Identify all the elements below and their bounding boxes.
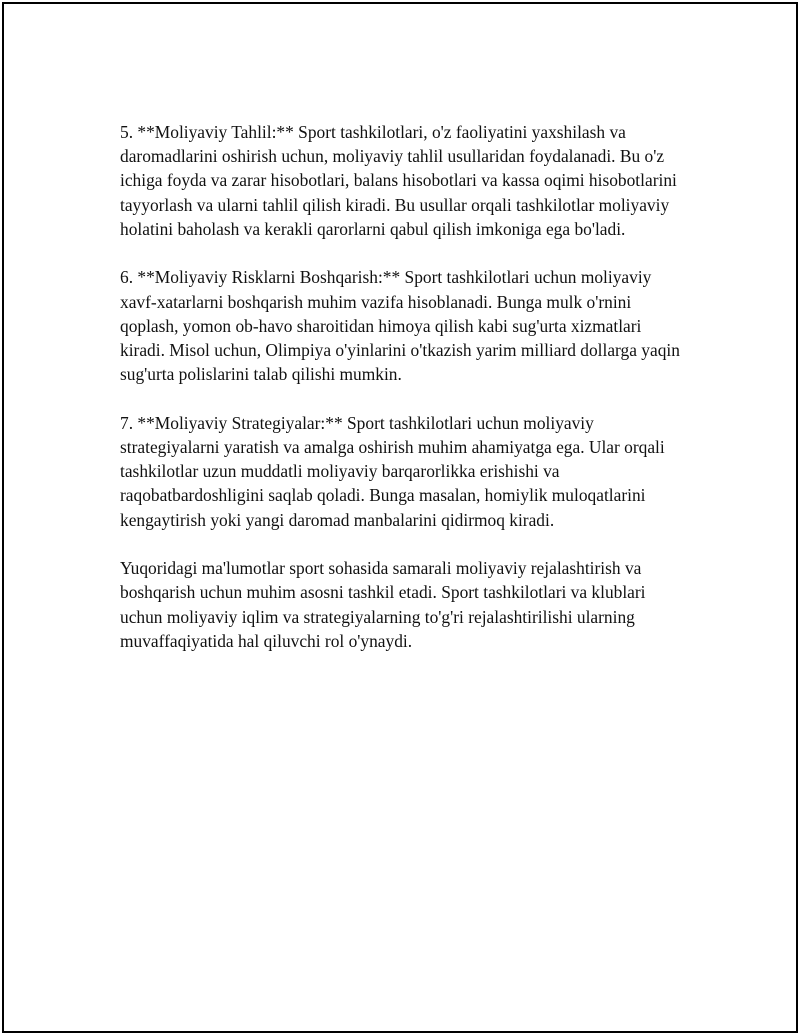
paragraph-risk-management: 6. **Moliyaviy Risklarni Boshqarish:** Sport tashkilotlari uchun moliyaviy xavf-xatarlarni boshqarish muhim vazifa hisoblanadi. Bunga mulk o'rnini qoplash, yomon ob-havo sharoitidan himoya qilish kabi sug'urta xizmatlari kiradi. Misol uchun, Olimpiya o'yinlarini o'tkazish yarim milliard dollarga yaqin sug'urta polislarini talab qilishi mumkin. xyxy=(120,267,680,385)
paragraph-financial-analysis: 5. **Moliyaviy Tahlil:** Sport tashkilotlari, o'z faoliyatini yaxshilash va daromadlarini oshirish uchun, moliyaviy tahlil usullaridan foydalanadi. Bu o'z ichiga foyda va zarar hisobotlari, balans hisobotlari va kassa oqimi hisobotlarini tayyorlash va ularni tahlil qilish kiradi. Bu usullar orqali tashkilotlar moliyaviy holatini baholash va kerakli qarorlarni qabul qilish imkoniga ega bo'ladi. xyxy=(120,122,677,239)
document-body xyxy=(120,120,690,653)
document-page xyxy=(2,2,798,1033)
paragraph-conclusion: Yuqoridagi ma'lumotlar sport sohasida samarali moliyaviy rejalashtirish va boshqarish uchun muhim asosni tashkil etadi. Sport tashkilotlari va klublari uchun moliyaviy iqlim va strategiyalarning to'g'ri rejalashtirilishi ularning muvaffaqiyatida hal qiluvchi rol o'ynaydi. xyxy=(120,558,646,651)
paragraph-financial-strategies: 7. **Moliyaviy Strategiyalar:** Sport tashkilotlari uchun moliyaviy strategiyalarni yaratish va amalga oshirish muhim ahamiyatga ega. Ular orqali tashkilotlar uzun muddatli moliyaviy barqarorlikka erishishi va raqobatbardoshligini saqlab qoladi. Bunga masalan, homiylik muloqatlarini kengaytirish yoki yangi daromad manbalarini qidirmoq kiradi. xyxy=(120,412,665,530)
